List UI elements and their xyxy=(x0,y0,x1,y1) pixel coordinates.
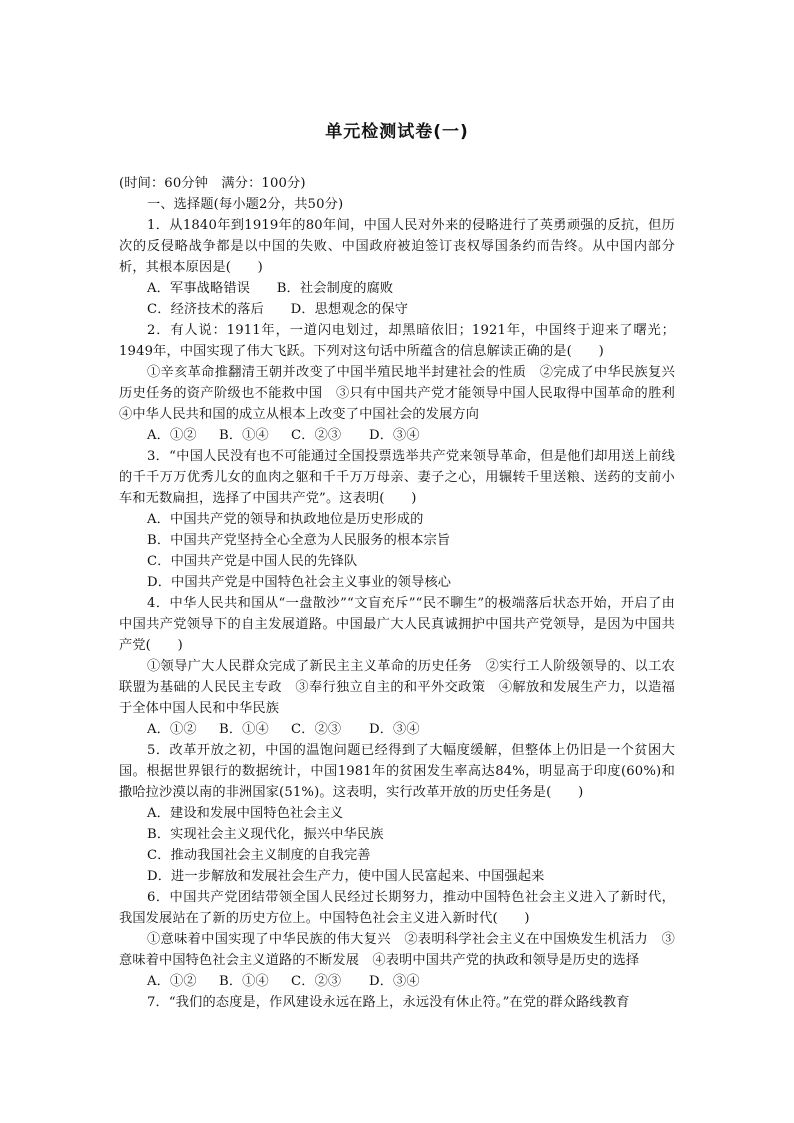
option-b: B．①④ xyxy=(219,722,269,737)
question-7-stem: 7．“我们的态度是，作风建设永远在路上，永远没有休止符。”在党的群众路线教育 xyxy=(147,995,630,1010)
question-3-option-d: D．中国共产党是中国特色社会主义事业的领导核心 xyxy=(147,575,452,590)
question-5-option-d: D．进一步解放和发展社会生产力，使中国人民富起来、中国强起来 xyxy=(147,869,545,884)
option-c: C．②③ xyxy=(291,428,342,443)
exam-body xyxy=(119,173,689,1013)
option-d: D．③④ xyxy=(369,428,420,443)
option-a: A．①② xyxy=(147,974,197,989)
exam-title: 单元检测试卷(一) xyxy=(325,122,469,142)
question-1-options-cd: C．经济技术的落后 D．思想观念的保守 xyxy=(147,302,409,317)
option-d: D．③④ xyxy=(369,974,420,989)
question-6-statements: ①意味着中国实现了中华民族的伟大复兴 ②表明科学社会主义在中国焕发生机活力 ③意味着中国特色社会主义道路的不断发展 ④表明中国共产党的执政和领导是历史的选择 xyxy=(119,932,675,968)
question-5-option-c: C．推动我国社会主义制度的自我完善 xyxy=(147,848,371,863)
option-b: B．①④ xyxy=(219,974,269,989)
question-6-options xyxy=(119,971,675,992)
exam-time-and-score: (时间：60分钟 满分：100分) xyxy=(119,176,306,191)
question-2-statements: ①辛亥革命推翻清王朝并改变了中国半殖民地半封建社会的性质 ②完成了中华民族复兴历史任务的资产阶级也不能救中国 ③只有中国共产党才能领导中国人民取得中国革命的胜利 ④中华人民共和国的成立从根本上改变了中国社会的发展方向 xyxy=(119,365,689,422)
question-3-option-a: A．中国共产党的领导和执政地位是历史形成的 xyxy=(147,512,424,527)
question-5-option-b: B．实现社会主义现代化，振兴中华民族 xyxy=(147,827,384,842)
option-a: A．①② xyxy=(147,428,197,443)
question-5-option-a: A．建设和发展中国特色社会主义 xyxy=(147,806,344,821)
option-a: A．①② xyxy=(147,722,197,737)
question-2-stem: 2．有人说：1911年，一道闪电划过，却黑暗依旧；1921年，中国终于迎来了曙光；1949年，中国实现了伟大飞跃。下列对这句话中所蕴含的信息解读正确的是( ) xyxy=(119,323,675,359)
question-4-options xyxy=(119,719,675,740)
question-3-option-b: B．中国共产党坚持全心全意为人民服务的根本宗旨 xyxy=(147,533,451,548)
question-5-stem: 5．改革开放之初，中国的温饱问题已经得到了大幅度缓解，但整体上仍旧是一个贫困大国。根据世界银行的数据统计，中国1981年的贫困发生率高达84%，明显高于印度(60%)和撒哈拉沙漠以南的非洲国家(51%)。这表明，实行改革开放的历史任务是( ) xyxy=(119,743,675,800)
option-d: D．③④ xyxy=(369,722,420,737)
section-heading: 一、选择题(每小题2分，共50分) xyxy=(147,197,344,212)
question-1-options-ab: A．军事战略错误 B．社会制度的腐败 xyxy=(147,281,394,296)
option-c: C．②③ xyxy=(291,974,342,989)
question-3-option-c: C．中国共产党是中国人民的先锋队 xyxy=(147,554,358,569)
option-c: C．②③ xyxy=(291,722,342,737)
question-1-stem: 1．从1840年到1919年的80年间，中国人民对外来的侵略进行了英勇顽强的反抗，但历次的反侵略战争都是以中国的失败、中国政府被迫签订丧权辱国条约而告终。从中国内部分析，其根本原因是( ) xyxy=(119,218,675,275)
question-3-stem: 3．“中国人民没有也不可能通过全国投票选举共产党来领导革命，但是他们却用送上前线的千千万万优秀儿女的血肉之躯和千千万万母亲、妻子之心，用辗转千里送粮、送药的支前小车和无数扁担，选择了中国共产党”。这表明( ) xyxy=(119,449,675,506)
option-b: B．①④ xyxy=(219,428,269,443)
question-2-options xyxy=(119,425,675,446)
question-4-stem: 4．中华人民共和国从“一盘散沙”“文盲充斥”“民不聊生”的极端落后状态开始，开启了由中国共产党领导下的自主发展道路。中国最广大人民真诚拥护中国共产党领导，是因为中国共产党( ) xyxy=(119,596,675,653)
question-4-statements: ①领导广大人民群众完成了新民主主义革命的历史任务 ②实行工人阶级领导的、以工农联盟为基础的人民民主专政 ③奉行独立自主的和平外交政策 ④解放和发展生产力，以造福于全体中国人民和中华民族 xyxy=(119,659,675,716)
question-6-stem: 6．中国共产党团结带领全国人民经过长期努力，推动中国特色社会主义进入了新时代，我国发展站在了新的历史方位上。中国特色社会主义进入新时代( ) xyxy=(119,890,675,926)
